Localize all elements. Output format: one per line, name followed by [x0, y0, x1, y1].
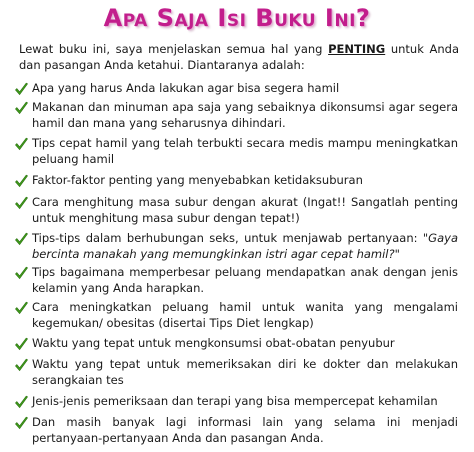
list-item-text: Jenis-jenis pemeriksaan dan terapi yang bisa mempercepat kehamilan: [32, 394, 438, 408]
list-item-quote: "Gaya bercinta manakah yang memungkinkan istri agar cepat hamil?": [32, 231, 458, 261]
green-checkmark-icon: [14, 82, 29, 97]
green-checkmark-icon: [14, 174, 29, 189]
green-checkmark-icon: [14, 137, 29, 152]
list-item-text: Apa yang harus Anda lakukan agar bisa segera hamil: [32, 81, 340, 95]
list-item-text: Cara menghitung masa subur dengan akurat (Ingat!! Sangatlah penting untuk menghitung masa subur dengan tepat!): [32, 195, 458, 225]
green-checkmark-icon: [14, 358, 29, 373]
list-item-text: Waktu yang tepat untuk memeriksakan diri ke dokter dan melakukan serangkaian tes: [32, 357, 458, 387]
page-title: Apa Saja Isi Buku Ini?: [103, 4, 371, 32]
intro-text-after: untuk Anda dan pasangan Anda ketahui. Diantaranya adalah:: [19, 42, 459, 72]
list-item-text: [32, 231, 458, 262]
green-checkmark-icon: [14, 232, 29, 247]
list-item-text-plain: Tips-tips dalam berhubungan seks, untuk menjawab pertanyaan:: [32, 231, 423, 245]
list-item-text: Waktu yang tepat untuk mengkonsumsi obat-obatan penyubur: [32, 336, 395, 350]
list-item-text: Makanan dan minuman apa saja yang sebaiknya dikonsumsi agar segera hamil dan mana yang seharusnya dihindari.: [32, 100, 458, 130]
green-checkmark-icon: [14, 416, 29, 431]
green-checkmark-icon: [14, 196, 29, 211]
green-checkmark-icon: [14, 101, 29, 116]
list-item-text: Faktor-faktor penting yang menyebabkan ketidaksuburan: [32, 173, 363, 187]
intro-emphasis: PENTING: [328, 42, 386, 56]
list-item-text: Dan masih banyak lagi informasi lain yang selama ini menjadi pertanyaan-pertanyaan Anda dan pasangan Anda.: [32, 415, 458, 445]
green-checkmark-icon: [14, 301, 29, 316]
green-checkmark-icon: [14, 266, 29, 281]
list-item-text: Cara meningkatkan peluang hamil untuk wanita yang mengalami kegemukan/ obesitas (disertai Tips Diet lengkap): [32, 300, 458, 330]
green-checkmark-icon: [14, 395, 29, 410]
intro-text-before: Lewat buku ini, saya menjelaskan semua hal yang: [19, 42, 329, 56]
list-item-text: Tips cepat hamil yang telah terbukti secara medis mampu meningkatkan peluang hamil: [32, 136, 458, 166]
list-item-text: Tips bagaimana memperbesar peluang mendapatkan anak dengan jenis kelamin yang Anda harapkan.: [32, 265, 458, 295]
green-checkmark-icon: [14, 337, 29, 352]
